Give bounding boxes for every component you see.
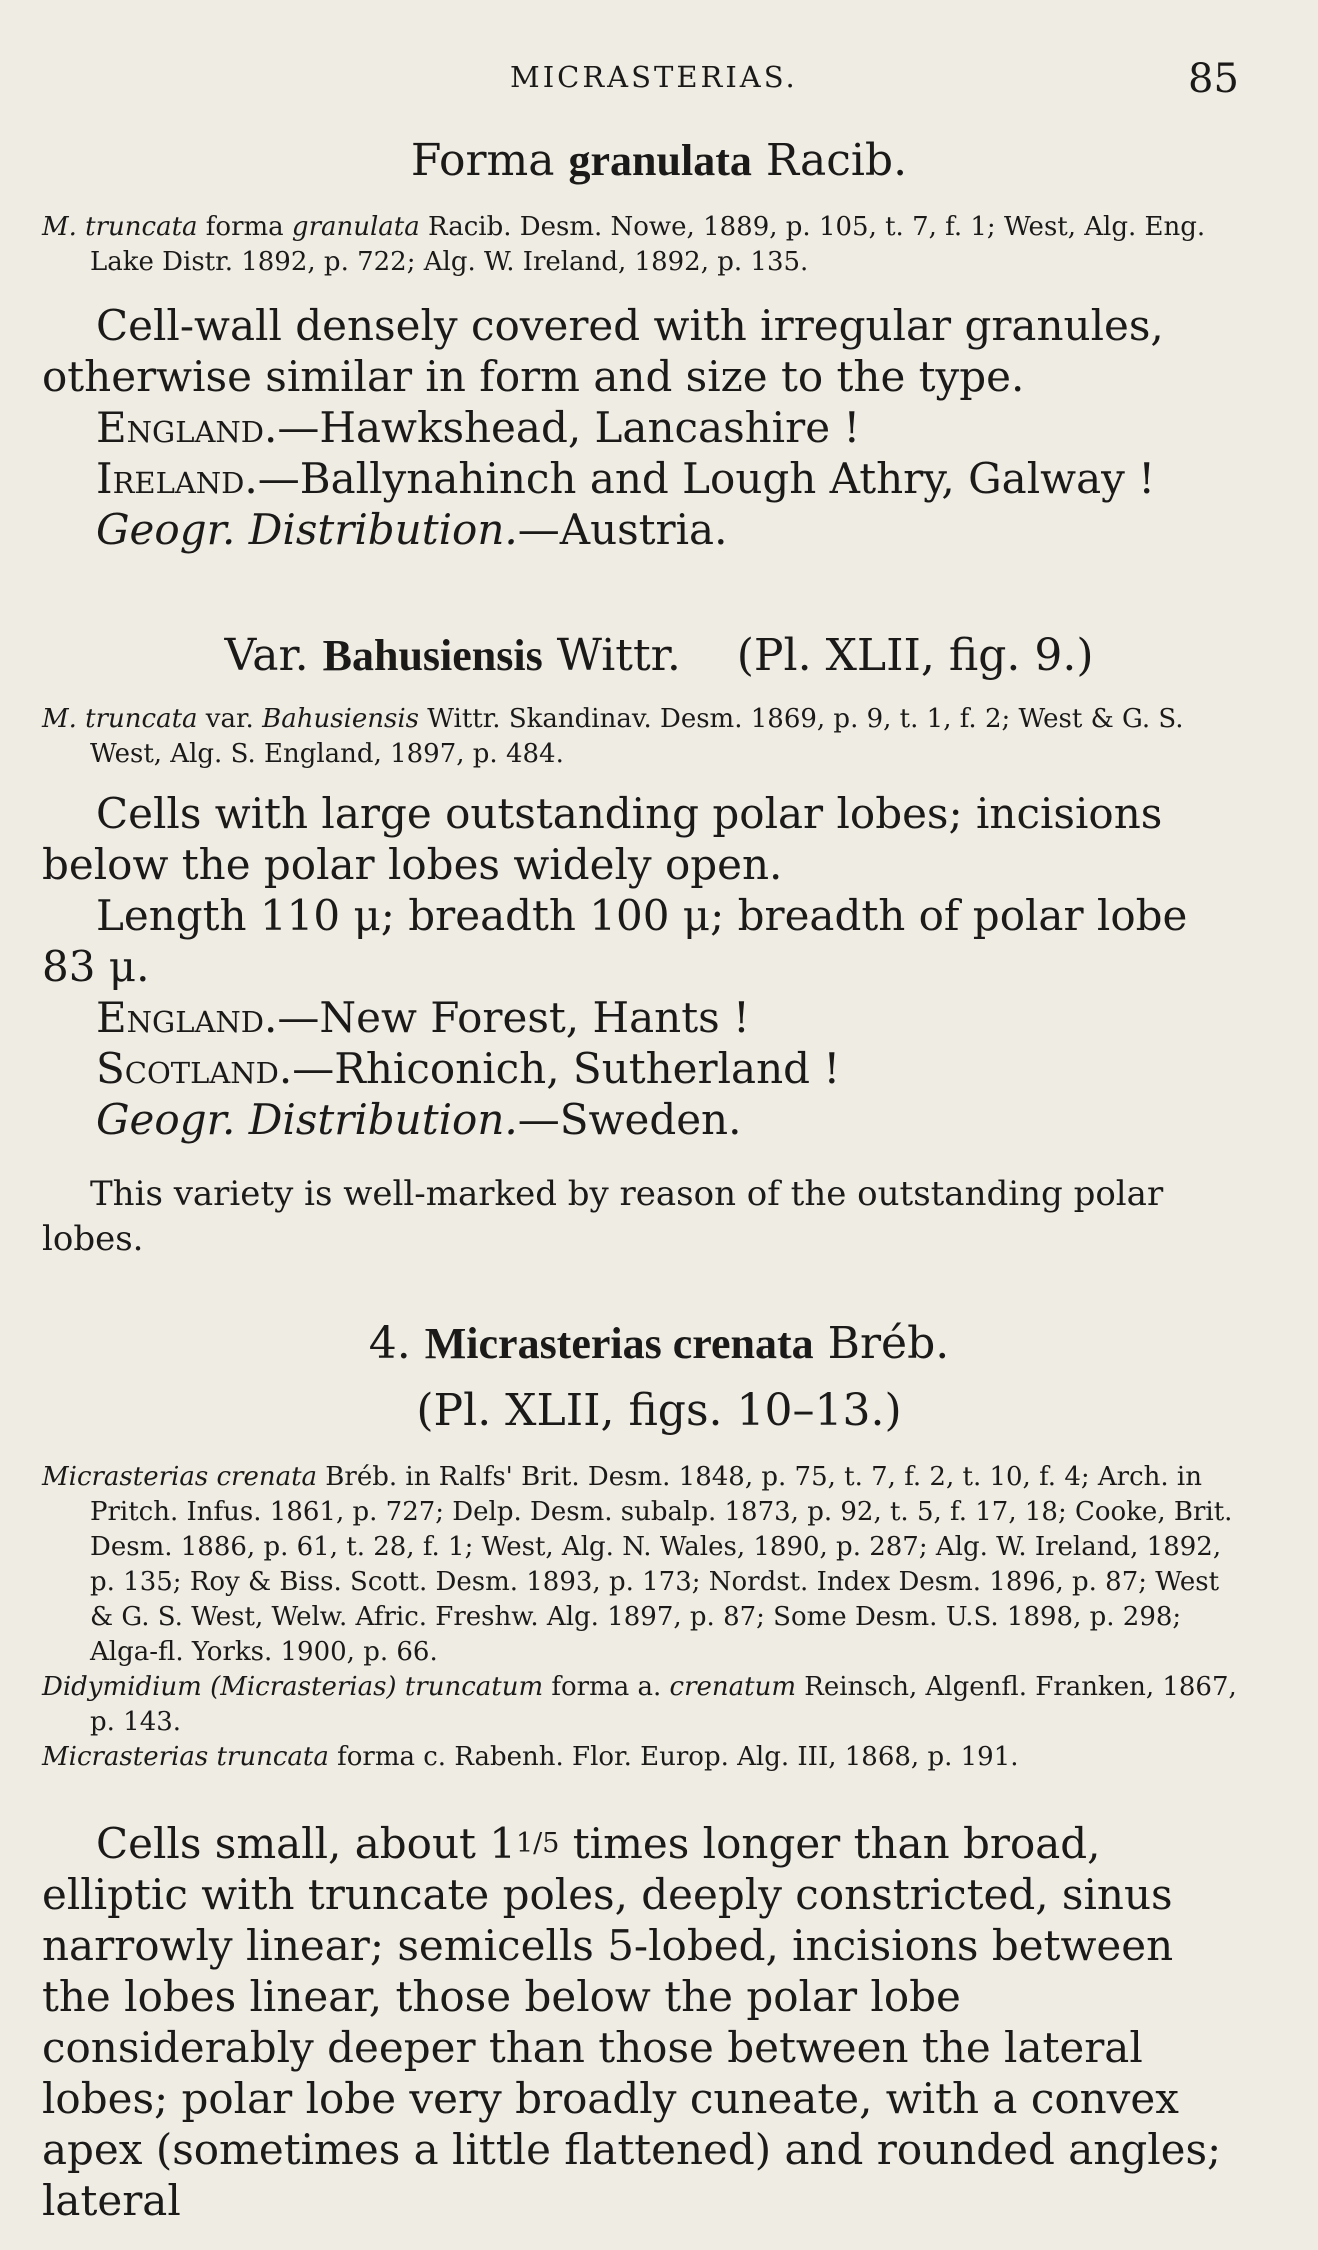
distribution: Geogr. Distribution.—Sweden. [96,1095,742,1144]
distribution: Geogr. Distribution.—Austria. [96,505,728,554]
locality: England.—Hawkshead, Lancashire ! [96,403,861,452]
locality: Ireland.—Ballynahinch and Lough Athry, Galway ! [96,454,1156,503]
locality: England.—New Forest, Hants ! [96,993,750,1042]
var-bahusiensis-body [42,788,1242,1145]
measurements: Length 110 μ; breadth 100 μ; breadth of polar lobe 83 μ. [42,891,1188,991]
description: Cells with large outstanding polar lobes; incisions below the polar lobes widely open. [42,789,1163,889]
species-plate-reference: (Pl. XLII, figs. 10–13.) [416,1385,902,1436]
forma-granulata-heading: Forma granulata Racib. [410,135,908,186]
synonym-entry: M. truncata forma granulata Racib. Desm. Nowe, 1889, p. 105, t. 7, f. 1; West, Alg. Eng. Lake Distr. 1892, p. 722; Alg. W. Ireland, 1892, p. 135. [42,212,1206,277]
species-heading: 4. Micrasterias crenata Bréb. [368,1318,950,1369]
var-bahusiensis-synonymy [42,702,1242,772]
fraction: 1/5 [515,1828,560,1859]
forma-granulata-body [42,300,1242,555]
synonym-entry: Micrasterias truncata forma c. Rabenh. Flor. Europ. Alg. III, 1868, p. 191. [42,1742,1019,1772]
species-description: Cells small, about 11/5 times longer than broad, elliptic with truncate poles, deeply constricted, sinus narrowly linear; semicells 5-lobed, incisions between the lobes linear, those below the polar lobe considerably deeper than those between the lateral lobes; polar lobe very broadly cuneate, with a convex apex (sometimes a little flattened) and rounded angles; lateral [42,1819,1222,2225]
page-number: 85 [1188,56,1239,102]
locality: Scotland.—Rhiconich, Sutherland ! [96,1044,841,1093]
species-synonymy [42,1460,1242,1775]
synonym-entry: M. truncata var. Bahusiensis Wittr. Skandinav. Desm. 1869, p. 9, t. 1, f. 2; West & G. S. West, Alg. S. England, 1897, p. 484. [42,704,1184,769]
description: Cell-wall densely covered with irregular granules, otherwise similar in form and size to the type. [42,301,1164,401]
running-head: MICRASTERIAS. [510,60,798,94]
synonym-entry: Micrasterias crenata Bréb. in Ralfs' Brit. Desm. 1848, p. 75, t. 7, f. 2, t. 10, f. 4; Arch. in Pritch. Infus. 1861, p. 727; Delp. Desm. subalp. 1873, p. 92, t. 5, f. 17, 18; Cooke, Brit. Desm. 1886, p. 61, t. 28, f. 1; West, Alg. N. Wales, 1890, p. 287; Alg. W. Ireland, 1892, p. 135; Roy & Biss. Scott. Desm. 1893, p. 173; Nordst. Index Desm. 1896, p. 87; West & G. S. West, Welw. Afric. Freshw. Alg. 1897, p. 87; Some Desm. U.S. 1898, p. 298; Alga-fl. Yorks. 1900, p. 66. [42,1462,1233,1667]
synonym-entry: Didymidium (Micrasterias) truncatum forma a. crenatum Reinsch, Algenfl. Franken, 1867, p. 143. [42,1672,1237,1737]
var-bahusiensis-heading: Var. Bahusiensis Wittr. (Pl. XLII, fig. 9.) [224,630,1094,681]
var-bahusiensis-note: This variety is well-marked by reason of the outstanding polar lobes. [42,1174,1164,1259]
forma-granulata-synonymy [42,210,1242,280]
